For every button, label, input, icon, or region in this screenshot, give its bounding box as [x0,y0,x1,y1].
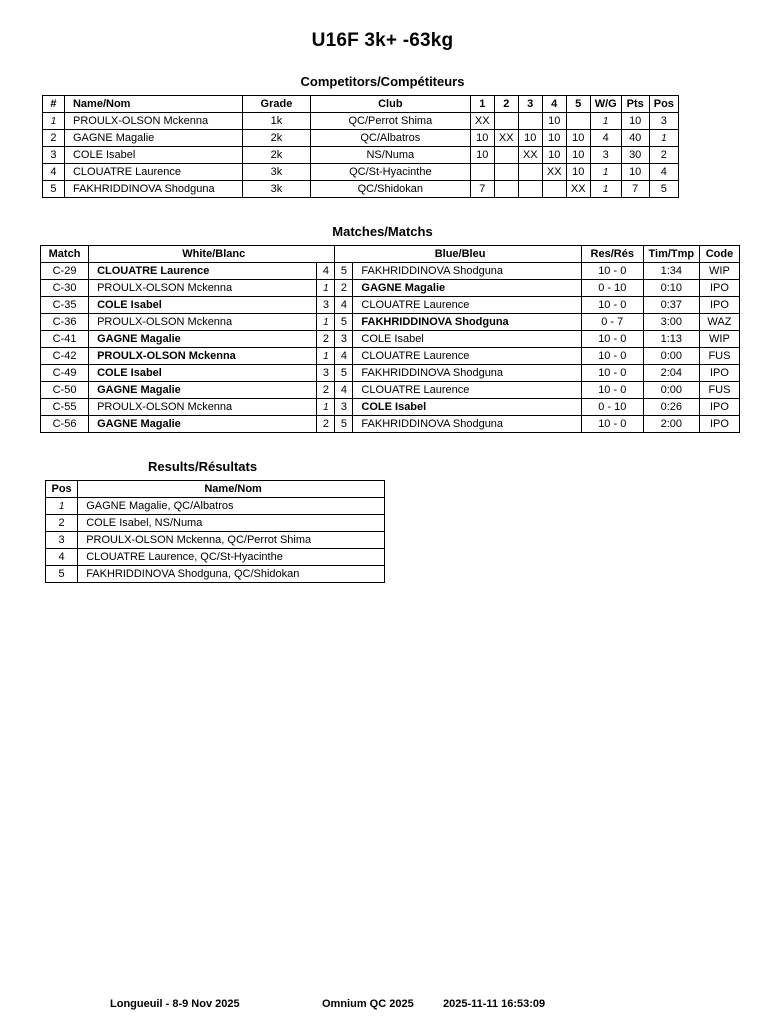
footer-event-name: Omnium QC 2025 [322,998,414,1010]
match-id: C-55 [41,399,89,416]
competitor-cell-1: 7 [470,181,494,198]
match-white-seed: 3 [317,297,335,314]
match-white-name: COLE Isabel [89,365,317,382]
table-row [46,566,385,583]
competitor-cell-2 [494,181,518,198]
table-row [43,130,679,147]
competitor-name: GAGNE Magalie [64,130,242,147]
competitor-cell-4 [542,181,566,198]
column-header-result: Res/Rés [581,246,643,263]
match-white-name: CLOUATRE Laurence [89,263,317,280]
column-header-code: Code [699,246,739,263]
match-white-name: COLE Isabel [89,297,317,314]
result-pos: 3 [46,532,78,549]
table-row [43,147,679,164]
column-header-pos: Pos [46,481,78,498]
column-header-white: White/Blanc [89,246,335,263]
column-header-pts: Pts [621,96,649,113]
match-id: C-35 [41,297,89,314]
competitor-name: COLE Isabel [64,147,242,164]
match-blue-seed: 4 [335,382,353,399]
competitor-pts: 7 [621,181,649,198]
match-id: C-49 [41,365,89,382]
match-time: 1:13 [643,331,699,348]
table-row [46,549,385,566]
match-id: C-29 [41,263,89,280]
match-result: 10 - 0 [581,331,643,348]
match-result: 10 - 0 [581,297,643,314]
match-white-seed: 2 [317,331,335,348]
match-white-name: PROULX-OLSON Mckenna [89,399,317,416]
competitor-grade: 1k [242,113,310,130]
match-result: 10 - 0 [581,348,643,365]
match-id: C-42 [41,348,89,365]
match-blue-name: GAGNE Magalie [353,280,581,297]
competitor-cell-4: 10 [542,130,566,147]
competitor-name: CLOUATRE Laurence [64,164,242,181]
match-blue-seed: 4 [335,297,353,314]
match-white-seed: 2 [317,416,335,433]
result-name: FAKHRIDDINOVA Shodguna, QC/Shidokan [78,566,385,583]
match-white-name: GAGNE Magalie [89,331,317,348]
match-result: 10 - 0 [581,365,643,382]
competitor-cell-4: XX [542,164,566,181]
match-id: C-41 [41,331,89,348]
competitor-cell-3: XX [518,147,542,164]
competitor-pts: 40 [621,130,649,147]
footer-timestamp: 2025-11-11 16:53:09 [443,998,546,1010]
match-code: FUS [699,348,739,365]
match-blue-seed: 5 [335,416,353,433]
match-time: 0:37 [643,297,699,314]
competitor-pos: 3 [649,113,678,130]
column-header-name: Name/Nom [78,481,385,498]
competitor-number: 5 [43,181,65,198]
table-row [41,314,740,331]
competitor-cell-3 [518,181,542,198]
competitor-cell-2 [494,113,518,130]
competitor-wg: 4 [590,130,621,147]
competitor-cell-5: 10 [566,130,590,147]
match-white-seed: 1 [317,280,335,297]
match-code: IPO [699,280,739,297]
match-time: 0:00 [643,348,699,365]
match-result: 0 - 10 [581,280,643,297]
competitor-pts: 30 [621,147,649,164]
competitor-cell-5: XX [566,181,590,198]
match-time: 3:00 [643,314,699,331]
result-pos: 2 [46,515,78,532]
competitors-table [42,95,679,198]
results-heading: Results/Résultats [148,459,258,474]
result-name: CLOUATRE Laurence, QC/St-Hyacinthe [78,549,385,566]
competitor-pos: 4 [649,164,678,181]
match-time: 2:04 [643,365,699,382]
match-code: WIP [699,263,739,280]
competitor-cell-1: XX [470,113,494,130]
table-row [43,113,679,130]
column-header-r3: 3 [518,96,542,113]
competitor-cell-2: XX [494,130,518,147]
competitor-club: QC/St-Hyacinthe [310,164,470,181]
competitor-cell-5: 10 [566,164,590,181]
competitor-cell-5: 10 [566,147,590,164]
match-code: IPO [699,297,739,314]
match-blue-name: FAKHRIDDINOVA Shodguna [353,416,581,433]
table-row [41,263,740,280]
competitor-grade: 3k [242,164,310,181]
match-white-seed: 2 [317,382,335,399]
match-id: C-36 [41,314,89,331]
competitor-number: 4 [43,164,65,181]
match-result: 0 - 10 [581,399,643,416]
column-header-club: Club [310,96,470,113]
match-blue-name: CLOUATRE Laurence [353,382,581,399]
column-header-blue: Blue/Bleu [335,246,581,263]
match-code: IPO [699,399,739,416]
match-time: 0:10 [643,280,699,297]
competitor-name: PROULX-OLSON Mckenna [64,113,242,130]
table-row [46,515,385,532]
competitor-club: QC/Shidokan [310,181,470,198]
column-header-pos: Pos [649,96,678,113]
match-white-name: GAGNE Magalie [89,416,317,433]
match-id: C-30 [41,280,89,297]
table-row [41,280,740,297]
competitor-pts: 10 [621,164,649,181]
match-time: 0:26 [643,399,699,416]
result-pos: 4 [46,549,78,566]
page-title: U16F 3k+ -63kg [311,30,454,51]
table-row [41,382,740,399]
match-blue-seed: 5 [335,263,353,280]
competitor-number: 3 [43,147,65,164]
competitor-grade: 2k [242,130,310,147]
match-white-seed: 4 [317,263,335,280]
competitor-cell-5 [566,113,590,130]
result-pos: 5 [46,566,78,583]
column-header-name: Name/Nom [64,96,242,113]
match-result: 10 - 0 [581,263,643,280]
matches-table [40,245,740,433]
match-blue-seed: 5 [335,314,353,331]
matches-heading: Matches/Matchs [332,224,433,239]
competitor-club: QC/Albatros [310,130,470,147]
column-header-match: Match [41,246,89,263]
competitor-wg: 1 [590,181,621,198]
column-header-r1: 1 [470,96,494,113]
competitor-wg: 1 [590,164,621,181]
result-name: PROULX-OLSON Mckenna, QC/Perrot Shima [78,532,385,549]
competitor-cell-1: 10 [470,147,494,164]
competitor-cell-1 [470,164,494,181]
match-result: 10 - 0 [581,416,643,433]
table-row [41,331,740,348]
competitor-club: NS/Numa [310,147,470,164]
column-header-wg: W/G [590,96,621,113]
result-name: GAGNE Magalie, QC/Albatros [78,498,385,515]
column-header-grade: Grade [242,96,310,113]
competitor-cell-2 [494,164,518,181]
footer-event-location: Longueuil - 8-9 Nov 2025 [110,998,240,1010]
table-row [41,297,740,314]
table-row [41,416,740,433]
table-row [46,532,385,549]
results-table [45,480,385,583]
match-code: WAZ [699,314,739,331]
match-id: C-50 [41,382,89,399]
competitor-cell-4: 10 [542,113,566,130]
match-white-name: PROULX-OLSON Mckenna [89,348,317,365]
match-blue-name: COLE Isabel [353,399,581,416]
match-code: FUS [699,382,739,399]
competitor-cell-3: 10 [518,130,542,147]
table-row [43,181,679,198]
match-blue-seed: 4 [335,348,353,365]
table-row [41,399,740,416]
table-row [41,365,740,382]
competitor-pts: 10 [621,113,649,130]
match-blue-name: FAKHRIDDINOVA Shodguna [353,365,581,382]
match-blue-seed: 3 [335,399,353,416]
competitor-grade: 3k [242,181,310,198]
table-row [46,498,385,515]
match-code: IPO [699,416,739,433]
competitor-pos: 5 [649,181,678,198]
match-white-name: PROULX-OLSON Mckenna [89,280,317,297]
competitor-pos: 2 [649,147,678,164]
competitor-grade: 2k [242,147,310,164]
match-blue-seed: 5 [335,365,353,382]
competitor-cell-4: 10 [542,147,566,164]
match-blue-seed: 3 [335,331,353,348]
match-white-seed: 3 [317,365,335,382]
match-time: 0:00 [643,382,699,399]
matches-header-row [41,246,740,263]
result-pos: 1 [46,498,78,515]
match-blue-seed: 2 [335,280,353,297]
match-blue-name: FAKHRIDDINOVA Shodguna [353,263,581,280]
match-blue-name: CLOUATRE Laurence [353,348,581,365]
match-white-name: PROULX-OLSON Mckenna [89,314,317,331]
table-row [41,348,740,365]
table-row [43,164,679,181]
match-result: 10 - 0 [581,382,643,399]
competitor-club: QC/Perrot Shima [310,113,470,130]
match-code: IPO [699,365,739,382]
match-white-seed: 1 [317,348,335,365]
column-header-number: # [43,96,65,113]
match-time: 1:34 [643,263,699,280]
competitor-wg: 3 [590,147,621,164]
match-white-seed: 1 [317,399,335,416]
competitor-cell-1: 10 [470,130,494,147]
competitor-number: 1 [43,113,65,130]
competitor-cell-2 [494,147,518,164]
competitor-cell-3 [518,113,542,130]
competitors-header-row [43,96,679,113]
match-id: C-56 [41,416,89,433]
column-header-r2: 2 [494,96,518,113]
competitor-wg: 1 [590,113,621,130]
match-blue-name: FAKHRIDDINOVA Shodguna [353,314,581,331]
column-header-r5: 5 [566,96,590,113]
results-header-row [46,481,385,498]
competitors-heading: Competitors/Compétiteurs [300,74,465,89]
column-header-time: Tim/Tmp [643,246,699,263]
match-white-name: GAGNE Magalie [89,382,317,399]
result-name: COLE Isabel, NS/Numa [78,515,385,532]
column-header-r4: 4 [542,96,566,113]
match-time: 2:00 [643,416,699,433]
match-code: WIP [699,331,739,348]
match-blue-name: CLOUATRE Laurence [353,297,581,314]
competitor-pos: 1 [649,130,678,147]
competitor-number: 2 [43,130,65,147]
match-white-seed: 1 [317,314,335,331]
competitor-cell-3 [518,164,542,181]
match-result: 0 - 7 [581,314,643,331]
match-blue-name: COLE Isabel [353,331,581,348]
competitor-name: FAKHRIDDINOVA Shodguna [64,181,242,198]
